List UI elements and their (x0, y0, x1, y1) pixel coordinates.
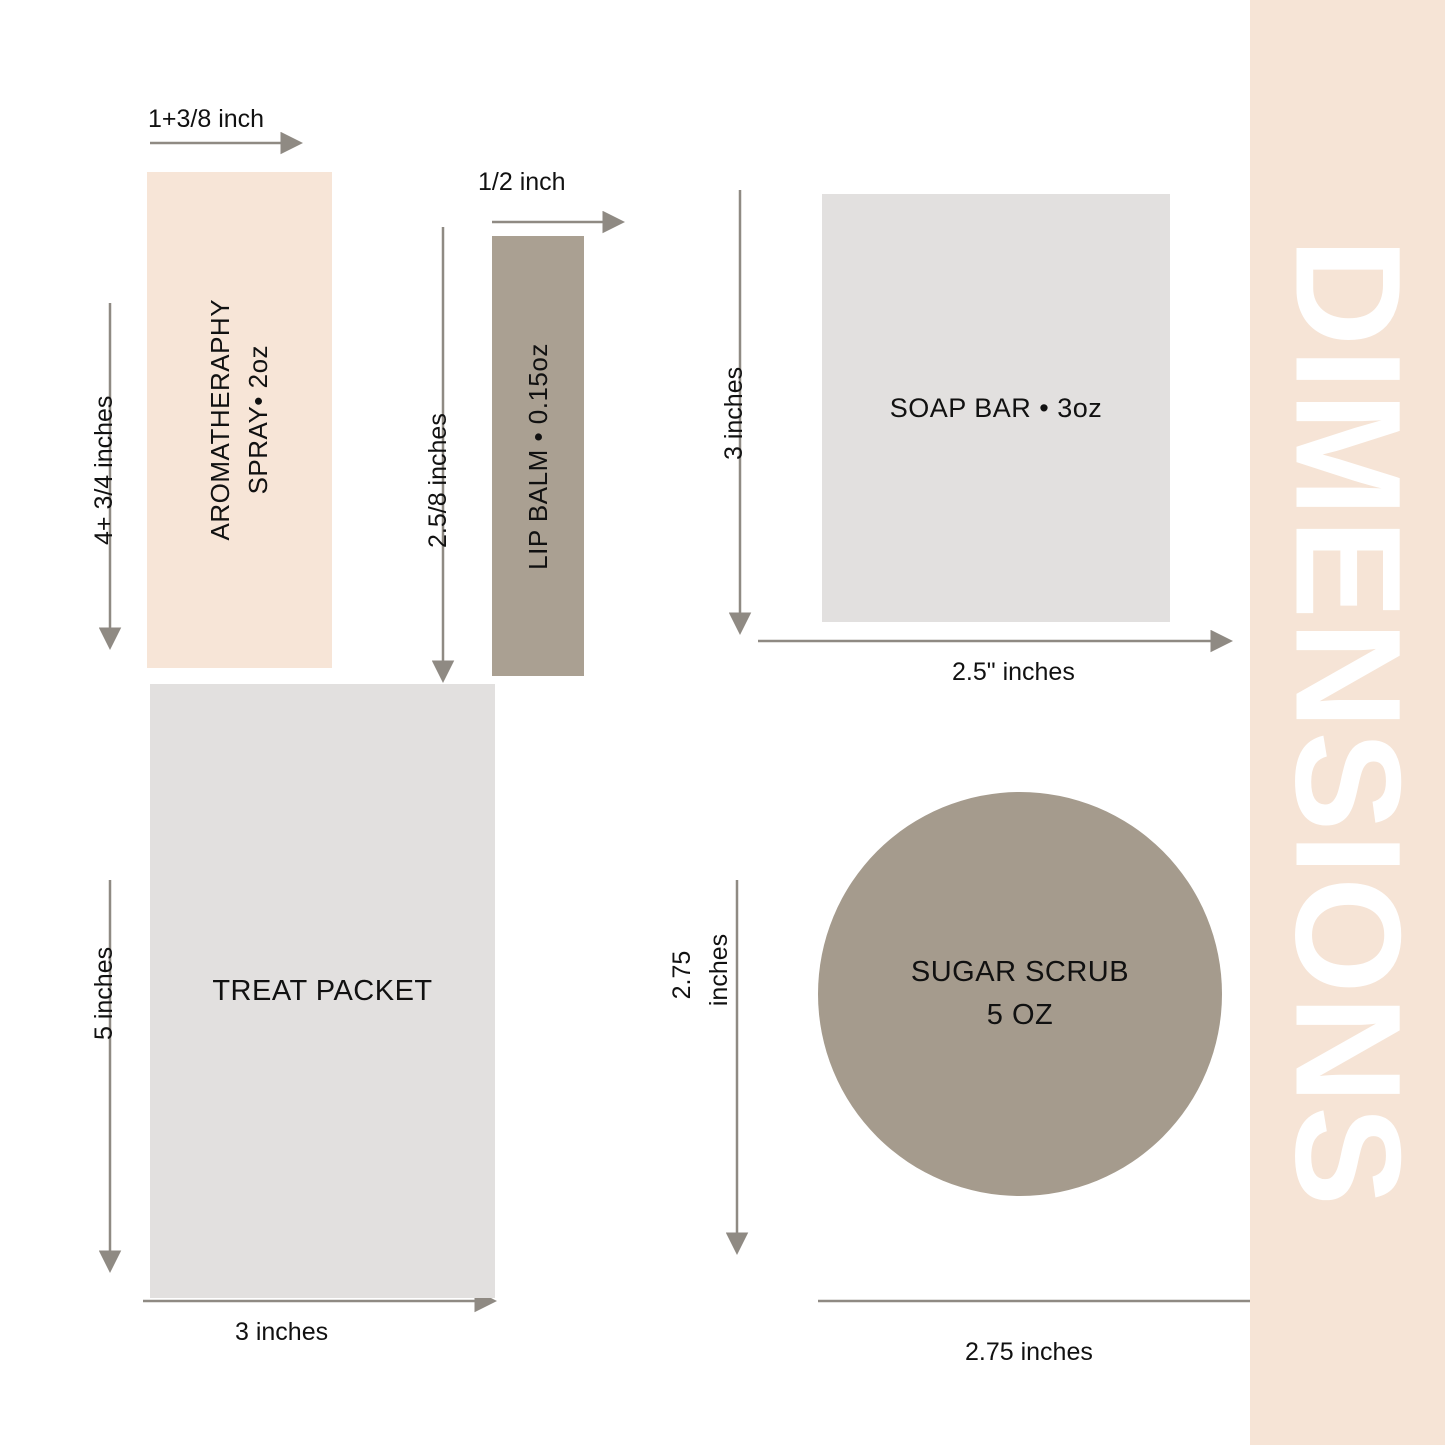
dimension-spray-height: 4+ 3/4 inches (90, 395, 118, 545)
dimension-packet-height: 5 inches (90, 946, 118, 1040)
product-label-treat-packet: TREAT PACKET (212, 974, 433, 1007)
spray-label-line2: SPRAY• 2oz (242, 345, 273, 495)
dimension-scrub-height-line2: inches (705, 933, 733, 1007)
product-label-sugar-scrub (818, 792, 1222, 1196)
dimension-scrub-height-line1: 2.75 (668, 950, 696, 1000)
dimension-soap-width: 2.5" inches (952, 658, 1075, 686)
dimension-scrub-width: 2.75 inches (965, 1338, 1093, 1366)
balm-label-text: LIP BALM • 0.15oz (522, 342, 553, 570)
banner-title: DIMENSIONS (1264, 237, 1432, 1208)
product-label-soap-bar: SOAP BAR • 3oz (889, 392, 1103, 423)
dimension-packet-width: 3 inches (235, 1318, 329, 1346)
dimensions-banner (1250, 0, 1445, 1445)
scrub-label-line2: 5 OZ (986, 999, 1054, 1031)
product-label-lip-balm (492, 236, 584, 676)
dimension-balm-width: 1/2 inch (478, 168, 566, 196)
dimension-spray-width: 1+3/8 inch (148, 105, 265, 133)
product-label-aromatherapy-spray (147, 172, 332, 668)
dimension-balm-height: 2.5/8 inches (424, 413, 452, 548)
dimension-soap-height: 3 inches (720, 366, 748, 460)
scrub-label-line1: SUGAR SCRUB (910, 955, 1130, 988)
spray-label-line1: AROMATHERAPHY (204, 299, 235, 541)
